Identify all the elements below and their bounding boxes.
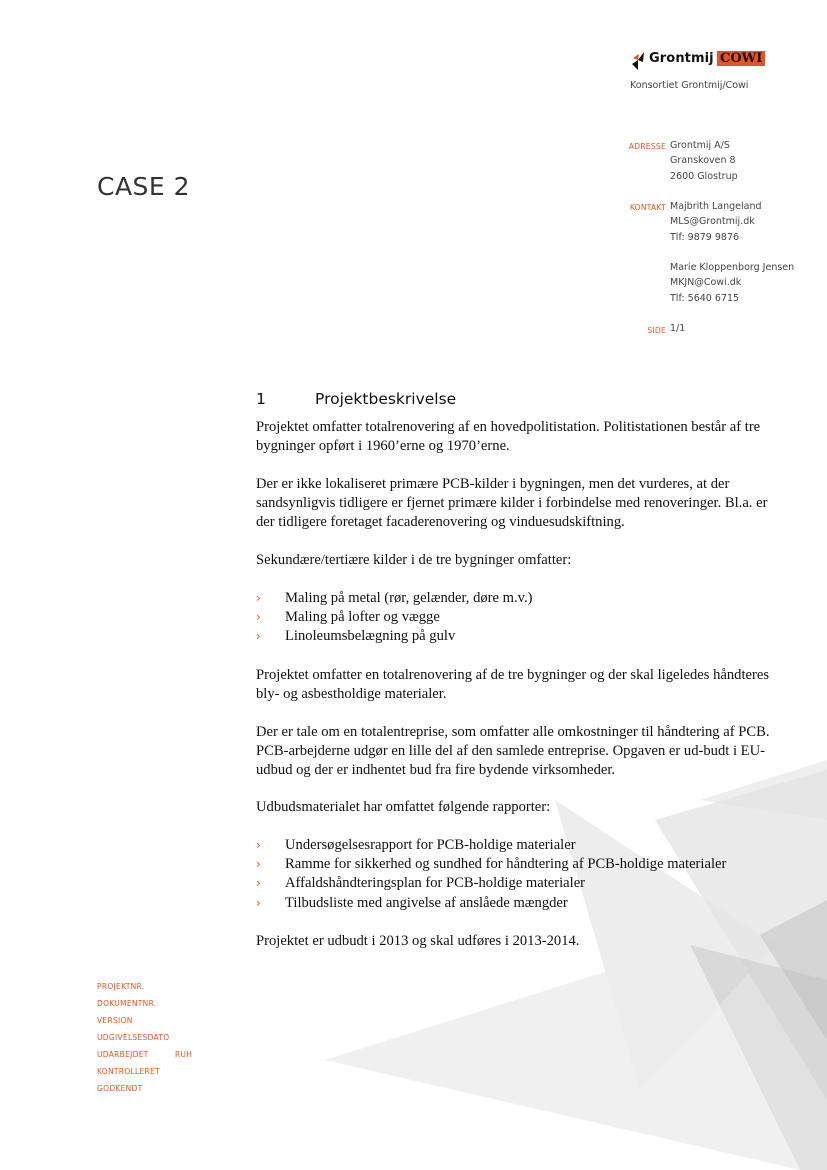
meta-udgivelsesdato: UDGIVELSESDATO (97, 1033, 170, 1042)
bullet-icon: › (256, 629, 261, 644)
meta-udarbejdet (97, 1046, 193, 1063)
section-title: Projektbeskrivelse (315, 390, 457, 408)
contact-name: Marie Kloppenborg Jensen (670, 262, 795, 273)
document-metadata (97, 978, 193, 1097)
sources-list (256, 589, 776, 647)
section-number: 1 (256, 390, 266, 408)
page-label: SIDE (647, 326, 666, 335)
address-line: 2600 Glostrup (670, 170, 738, 182)
contact-label: KONTAKT (629, 203, 666, 212)
bullet-icon: › (256, 591, 261, 605)
contact-name: Majbrith Langeland (670, 201, 762, 212)
address-line: Grontmij A/S (670, 140, 730, 151)
meta-projektnr: PROJEKTNR. (97, 982, 145, 991)
company-logo (630, 50, 765, 72)
meta-dokumentnr: DOKUMENTNR. (97, 999, 157, 1008)
section-heading (256, 390, 456, 408)
body-paragraph-6: Udbudsmaterialet har omfattet følgende rapporter: (256, 799, 551, 815)
list-item: › Tilbudsliste med angivelse af anslåede mængder (256, 894, 776, 913)
contact-block-2 (670, 260, 794, 306)
contact-email: MLS@Grontmij.dk (670, 216, 755, 228)
body-paragraph-1: Projektet omfatter totalrenovering af en hovedpolitistation. Politistationen består af tre bygninger opført i 1960’erne og 1970’erne. (256, 419, 761, 455)
list-item: › Undersøgelsesrapport for PCB-holdige materialer (256, 836, 776, 855)
list-item: › Maling på lofter og vægge (256, 608, 776, 627)
reports-list (256, 836, 776, 913)
contact-phone: Tlf: 9879 9876 (670, 231, 740, 243)
body-paragraph-3: Sekundære/tertiære kilder i de tre bygninger omfatter: (256, 552, 572, 568)
meta-kontrolleret: KONTROLLERET (97, 1067, 160, 1076)
grontmij-mark-icon (630, 50, 648, 70)
bullet-icon: › (256, 876, 261, 891)
list-item: › Affaldshåndteringsplan for PCB-holdige materialer (256, 874, 776, 893)
bullet-icon: › (256, 857, 261, 872)
address-line: Granskoven 8 (670, 155, 736, 167)
meta-godkendt: GODKENDT (97, 1084, 143, 1093)
logo-brand2: COWI (717, 51, 765, 66)
page-value: 1/1 (670, 323, 686, 334)
body-paragraph-5: Der er tale om en totalentreprise, som omfatter alle omkostninger til håndtering af PCB. PCB-arbejderne udgør en lille del af den samlede entreprise. Opgaven er ud-budt i EU-udbud og der er indhentet bud fra fire bydende virksomheder. (256, 724, 770, 779)
body-paragraph-4: Projektet omfatter en totalrenovering af de tre bygninger og der skal ligeledes håndteres bly- og asbestholdige materialer. (256, 667, 770, 703)
page-title: CASE 2 (97, 172, 191, 201)
contact-block-1 (670, 199, 762, 245)
bullet-icon: › (256, 838, 261, 852)
meta-udarbejdet-value: RUH (175, 1050, 193, 1059)
consortium-name: Konsortiet Grontmij/Cowi (630, 80, 749, 91)
body-paragraph-7: Projektet er udbudt i 2013 og skal udføres i 2013-2014. (256, 933, 580, 949)
list-item: › Ramme for sikkerhed og sundhed for håndtering af PCB-holdige materialer (256, 855, 776, 874)
contact-phone: Tlf: 5640 6715 (670, 292, 740, 304)
bullet-icon: › (256, 610, 261, 625)
bullet-icon: › (256, 895, 261, 910)
body-paragraph-2: Der er ikke lokaliseret primære PCB-kilder i bygningen, men det vurderes, at der sandsynligvis tidligere er fjernet primære kilder i forbindelse med renoveringer. Bl.a. er der tidligere foretaget facaderenovering og vinduesudskiftning. (256, 476, 768, 531)
contact-email: MKJN@Cowi.dk (670, 277, 742, 289)
address-block (670, 138, 738, 184)
list-item: › Maling på metal (rør, gelænder, døre m.v.) (256, 589, 776, 608)
list-item: › Linoleumsbelægning på gulv (256, 627, 776, 646)
meta-version: VERSION (97, 1016, 133, 1025)
address-label: ADRESSE (628, 142, 666, 151)
logo-brand1: Grontmij (649, 51, 714, 66)
meta-udarbejdet-label: UDARBEJDET (97, 1050, 149, 1059)
